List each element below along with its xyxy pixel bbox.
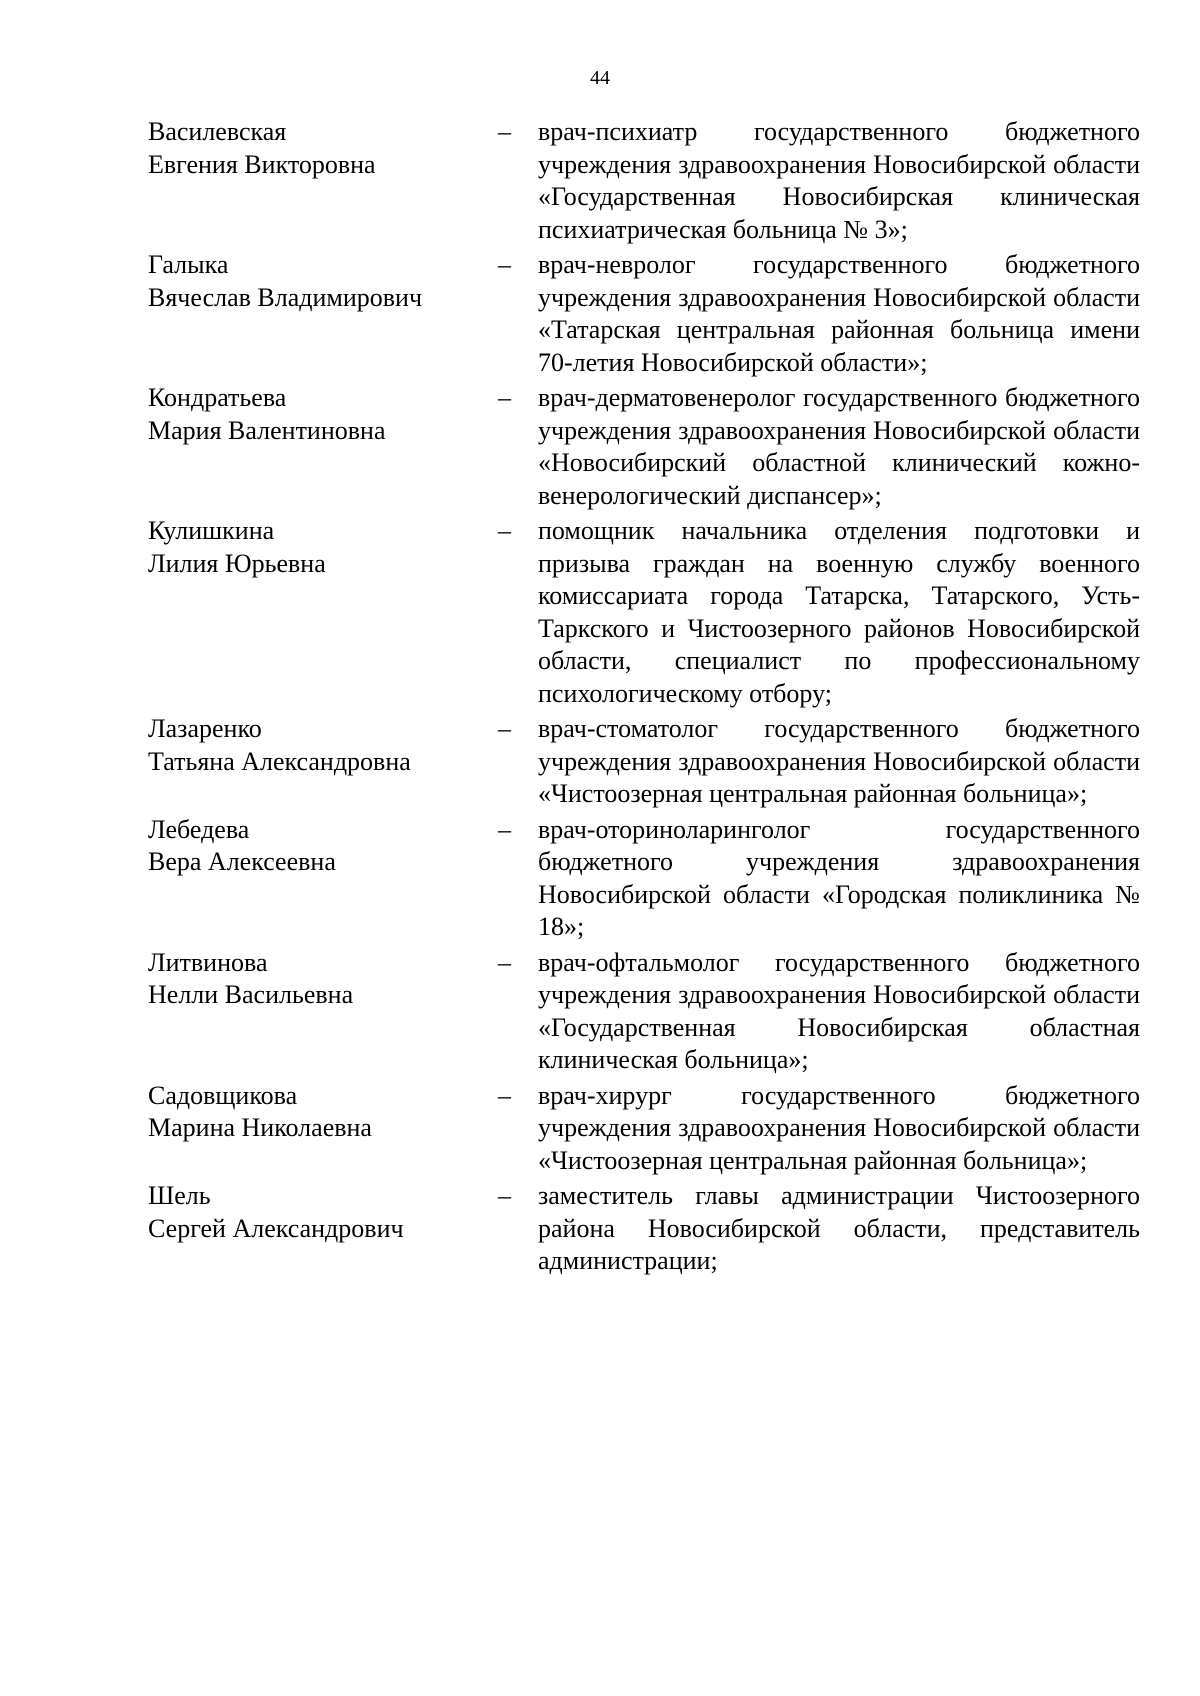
dash-separator: –	[498, 250, 511, 279]
member-given-names: Вячеслав Владимирович	[148, 282, 423, 312]
list-item	[148, 116, 1138, 246]
dash-separator: –	[498, 383, 511, 412]
dash-separator: –	[498, 947, 511, 977]
member-surname: Садовщикова	[148, 1080, 298, 1110]
member-surname: Литвинова	[148, 947, 268, 977]
member-surname: Галыка	[148, 250, 229, 279]
page-number: 44	[590, 67, 610, 89]
member-given-names: Татьяна Александровна	[148, 746, 411, 776]
dash-separator: –	[498, 714, 511, 743]
member-surname: Лазаренко	[148, 714, 262, 743]
member-description: заместитель главы администрации Чистоозерного района Новосибирской области, представитель администрации;	[538, 1181, 1140, 1275]
member-given-names: Марина Николаевна	[148, 1113, 372, 1142]
member-description: врач-хирург государственного бюджетного учреждения здравоохранения Новосибирской области «Чистоозерная центральная районная больница»;	[538, 1080, 1140, 1175]
member-given-names: Лилия Юрьевна	[148, 548, 326, 578]
member-given-names: Мария Валентиновна	[148, 415, 386, 445]
dash-separator: –	[498, 814, 511, 844]
list-item	[148, 1080, 1138, 1178]
list-item	[148, 814, 1138, 944]
list-item	[148, 515, 1138, 710]
member-surname: Василевская	[148, 117, 287, 146]
member-description: врач-офтальмолог государственного бюджетного учреждения здравоохранения Новосибирской области «Государственная Новосибирская областная клиническая больница»;	[538, 947, 1140, 1074]
dash-separator: –	[498, 1181, 511, 1210]
member-given-names: Евгения Викторовна	[148, 149, 376, 179]
member-surname: Кондратьева	[148, 383, 287, 412]
member-given-names: Нелли Васильевна	[148, 980, 354, 1009]
list-item	[148, 713, 1138, 811]
list-item	[148, 382, 1138, 512]
member-given-names: Сергей Александрович	[148, 1213, 404, 1243]
member-description: врач-невролог государственного бюджетного учреждения здравоохранения Новосибирской области «Татарская центральная районная больница имени 70-летия Новосибирской области»;	[538, 250, 1140, 377]
dash-separator: –	[498, 1080, 511, 1110]
list-item	[148, 249, 1138, 379]
member-description: помощник начальника отделения подготовки и призыва граждан на военную службу военного комиссариата города Татарска, Татарского, Усть-Таркского и Чистоозерного районов Новосибирской области, специалист по профессиональному психологическому отбору;	[538, 516, 1140, 708]
member-description: врач-стоматолог государственного бюджетного учреждения здравоохранения Новосибирской области «Чистоозерная центральная районная больница»;	[538, 714, 1140, 808]
member-description: врач-дерматовенеролог государственного бюджетного учреждения здравоохранения Новосибирской области «Новосибирский областной клинический кожно-венерологический диспансер»;	[538, 383, 1140, 510]
member-description: врач-психиатр государственного бюджетного учреждения здравоохранения Новосибирской области «Государственная Новосибирская клиническая психиатрическая больница № 3»;	[538, 117, 1140, 244]
dash-separator: –	[498, 117, 511, 146]
member-surname: Лебедева	[148, 814, 250, 844]
member-description: врач-оториноларинголог государственного бюджетного учреждения здравоохранения Новосибирской области «Городская поликлиника № 18»;	[538, 814, 1140, 941]
member-surname: Кулишкина	[148, 516, 275, 545]
member-given-names: Вера Алексеевна	[148, 847, 336, 876]
list-item	[148, 947, 1138, 1077]
member-surname: Шель	[148, 1181, 211, 1210]
list-item	[148, 1180, 1138, 1278]
dash-separator: –	[498, 516, 511, 545]
member-list	[148, 116, 1138, 1281]
